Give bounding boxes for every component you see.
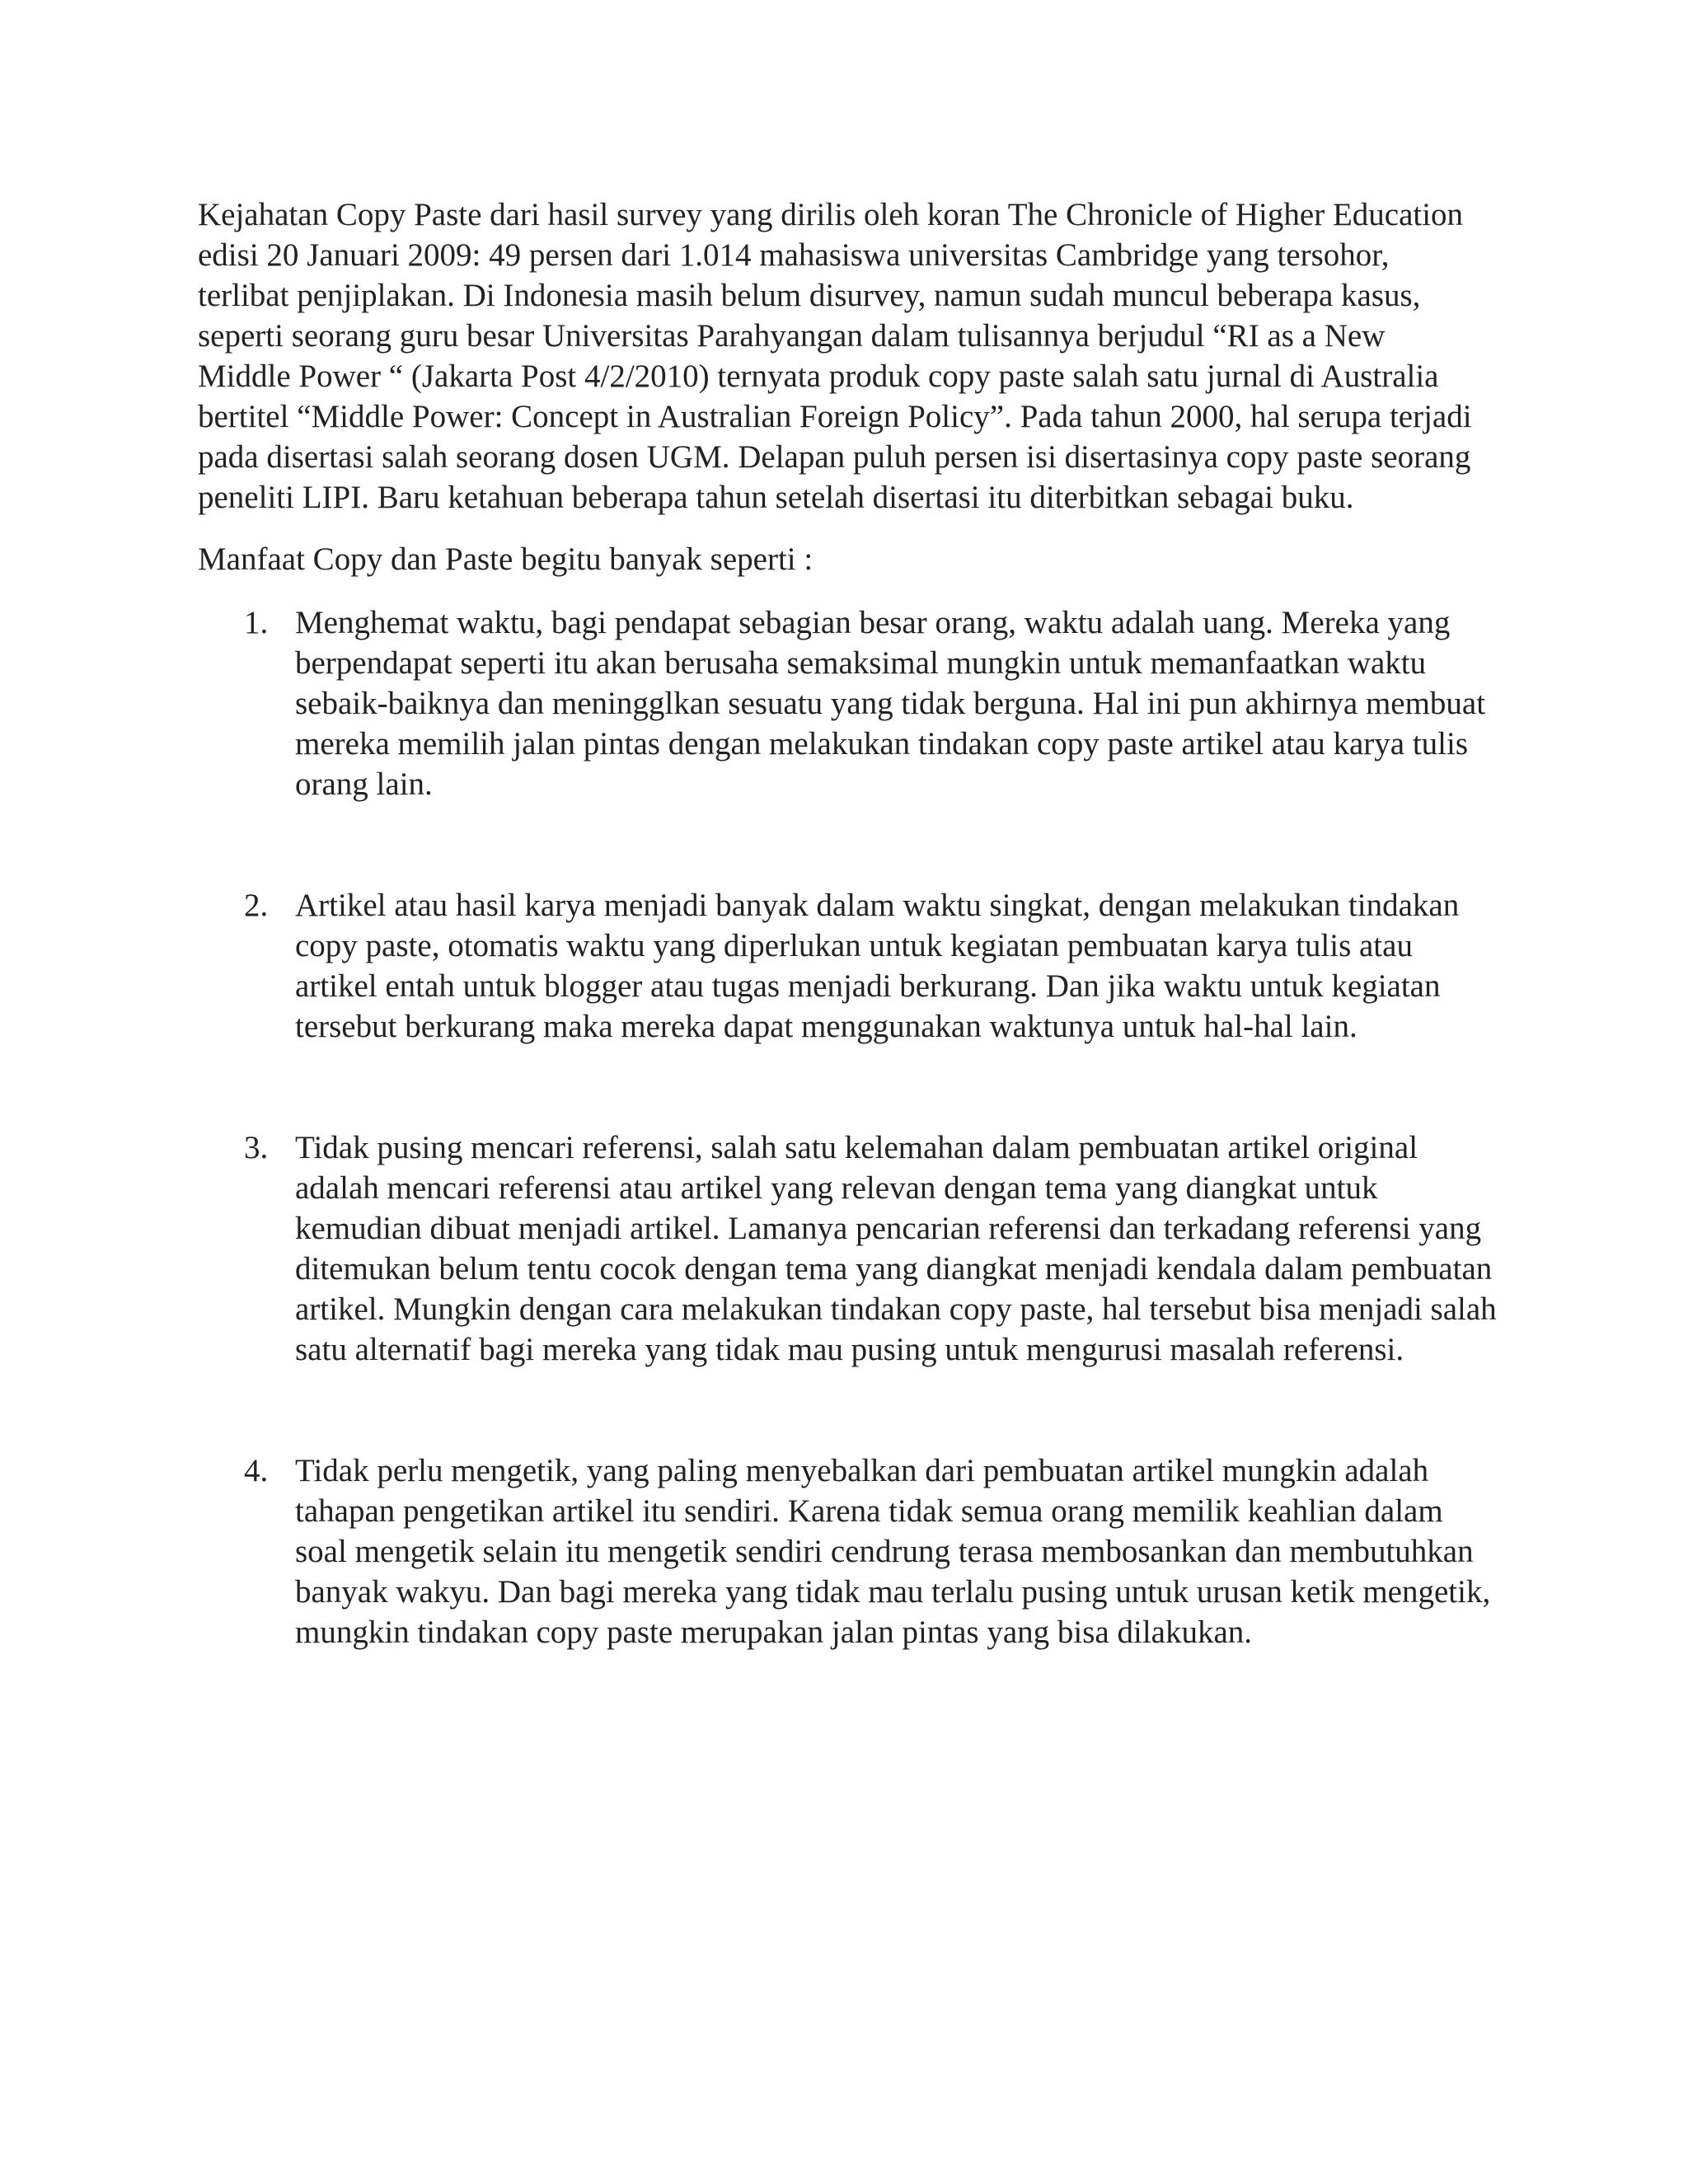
list-item <box>198 1127 1498 1370</box>
list-item-number: 2. <box>244 888 269 923</box>
list-item-text: Tidak perlu mengetik, yang paling menyebalkan dari pembuatan artikel mungkin adalah tahapan pengetikan artikel itu sendiri. Karena tidak semua orang memilik keahlian dalam soal mengetik selain itu mengetik sendiri cendrung terasa membosankan dan membutuhkan banyak wakyu. Dan bagi mereka yang tidak mau terlalu pusing untuk urusan ketik mengetik, mungkin tindakan copy paste merupakan jalan pintas yang bisa dilakukan. <box>295 1453 1491 1650</box>
list-item-number: 4. <box>244 1453 269 1488</box>
list-intro: Manfaat Copy dan Paste begitu banyak seperti : <box>198 541 814 577</box>
list-item-text: Tidak pusing mencari referensi, salah satu kelemahan dalam pembuatan artikel original adalah mencari referensi atau artikel yang relevan dengan tema yang diangkat untuk kemudian dibuat menjadi artikel. Lamanya pencarian referensi dan terkadang referensi yang ditemukan belum tentu cocok dengan tema yang diangkat menjadi kendala dalam pembuatan artikel. Mungkin dengan cara melakukan tindakan copy paste, hal tersebut bisa menjadi salah satu alternatif bagi mereka yang tidak mau pusing untuk mengurusi masalah referensi. <box>295 1130 1497 1367</box>
list-item <box>198 885 1498 1047</box>
list-item <box>198 1451 1498 1652</box>
list-item-text: Artikel atau hasil karya menjadi banyak dalam waktu singkat, dengan melakukan tindakan copy paste, otomatis waktu yang diperlukan untuk kegiatan pembuatan karya tulis atau artikel entah untuk blogger atau tugas menjadi berkurang. Dan jika waktu untuk kegiatan tersebut berkurang maka mereka dapat menggunakan waktunya untuk hal-hal lain. <box>295 888 1460 1044</box>
document-body <box>198 194 1500 1652</box>
intro-paragraph: Kejahatan Copy Paste dari hasil survey yang dirilis oleh koran The Chronicle of Higher Education edisi 20 Januari 2009: 49 persen dari 1.014 mahasiswa universitas Cambridge yang tersohor, terlibat penjiplakan. Di Indonesia masih belum disurvey, namun sudah muncul beberapa kasus, seperti seorang guru besar Universitas Parahyangan dalam tulisannya berjudul “RI as a New Middle Power “ (Jakarta Post 4/2/2010) ternyata produk copy paste salah satu jurnal di Australia bertitel “Middle Power: Concept in Australian Foreign Policy”. Pada tahun 2000, hal serupa terjadi pada disertasi salah seorang dosen UGM. Delapan puluh persen isi disertasinya copy paste seorang peneliti LIPI. Baru ketahuan beberapa tahun setelah disertasi itu diterbitkan sebagai buku. <box>198 197 1472 515</box>
list-item-number: 1. <box>244 605 269 640</box>
benefits-list <box>198 602 1500 1652</box>
list-item <box>198 602 1498 804</box>
list-item-number: 3. <box>244 1130 269 1165</box>
list-item-text: Menghemat waktu, bagi pendapat sebagian besar orang, waktu adalah uang. Mereka yang berpendapat seperti itu akan berusaha semaksimal mungkin untuk memanfaatkan waktu sebaik-baiknya dan meningglkan sesuatu yang tidak berguna. Hal ini pun akhirnya membuat mereka memilih jalan pintas dengan melakukan tindakan copy paste artikel atau karya tulis orang lain. <box>295 605 1486 802</box>
